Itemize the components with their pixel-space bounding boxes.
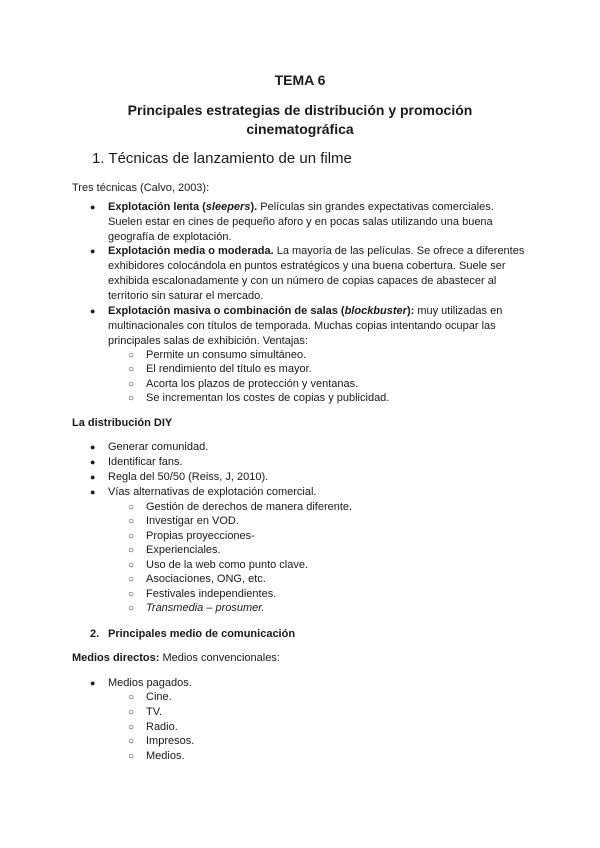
- circle-bullet-icon: ○: [128, 350, 135, 361]
- circle-bullet-icon: ○: [128, 751, 135, 762]
- circle-bullet-icon: ○: [128, 603, 135, 614]
- bullet-icon: ●: [90, 246, 96, 256]
- circle-bullet-icon: ○: [128, 736, 135, 747]
- intro-text: Tres técnicas (Calvo, 2003):: [72, 182, 210, 194]
- section2-heading: Principales medio de comunicación: [108, 628, 296, 640]
- list-item: TV.: [146, 706, 163, 718]
- technique-item: Explotación masiva o combinación de salas (blockbuster): muy utilizadas en multinacionales con títulos de temporada. Muchas copias intentando ocupar las principales salas de exhibición. Ventajas:: [108, 305, 503, 347]
- circle-bullet-icon: ○: [128, 574, 135, 585]
- bullet-icon: ●: [90, 442, 96, 452]
- circle-bullet-icon: ○: [128, 379, 135, 390]
- doc-title: TEMA 6: [274, 72, 326, 88]
- circle-bullet-icon: ○: [128, 589, 135, 600]
- circle-bullet-icon: ○: [128, 531, 135, 542]
- list-item: Medios pagados.: [108, 677, 192, 689]
- diy-heading: La distribución DIY: [72, 417, 173, 429]
- circle-bullet-icon: ○: [128, 516, 135, 527]
- section1-heading: 1. Técnicas de lanzamiento de un filme: [92, 150, 352, 167]
- doc-subtitle-line1: Principales estrategias de distribución y promoción: [127, 102, 473, 118]
- circle-bullet-icon: ○: [128, 393, 135, 404]
- bullet-icon: ●: [90, 487, 96, 497]
- list-item: Radio.: [146, 721, 178, 733]
- bullet-icon: ●: [90, 678, 96, 688]
- list-item: Experienciales.: [146, 544, 221, 556]
- list-item: Impresos.: [146, 735, 195, 747]
- list-item: Medios.: [146, 750, 185, 762]
- bullet-icon: ●: [90, 306, 96, 316]
- list-item: Acorta los plazos de protección y ventanas.: [146, 378, 359, 390]
- bullet-icon: ●: [90, 202, 96, 212]
- bullet-icon: ●: [90, 472, 96, 482]
- circle-bullet-icon: ○: [128, 364, 135, 375]
- medios-line: Medios directos: Medios convencionales:: [72, 652, 280, 664]
- list-item: Identificar fans.: [108, 456, 183, 468]
- circle-bullet-icon: ○: [128, 707, 135, 718]
- list-item: Vías alternativas de explotación comercial.: [108, 486, 317, 498]
- doc-subtitle-line2: cinematográfica: [246, 121, 354, 137]
- circle-bullet-icon: ○: [128, 560, 135, 571]
- list-item: Cine.: [146, 691, 172, 703]
- list-item: Se incrementan los costes de copias y publicidad.: [146, 392, 390, 404]
- list-item: Investigar en VOD.: [146, 515, 239, 527]
- list-item: Propias proyecciones-: [146, 530, 255, 542]
- list-item: El rendimiento del título es mayor.: [146, 363, 312, 375]
- list-item: Gestión de derechos de manera diferente.: [146, 501, 353, 513]
- circle-bullet-icon: ○: [128, 722, 135, 733]
- technique-item: Explotación lenta (sleepers). Películas sin grandes expectativas comerciales. Suelen estar en cines de pequeño aforo y en pocas salas utilizando una buena geografía de explotación.: [108, 201, 494, 243]
- list-item: Regla del 50/50 (Reiss, J, 2010).: [108, 471, 269, 483]
- list-item: Generar comunidad.: [108, 441, 209, 453]
- technique-item: Explotación media o moderada. La mayoría de las películas. Se ofrece a diferentes exhibidores colocándola en puntos estratégicos y una buena cobertura. Suele ser exhibida escalonadamente y con un número de copias capaces de abastecer al territorio sin saturar el mercado.: [108, 245, 525, 302]
- circle-bullet-icon: ○: [128, 692, 135, 703]
- section2-number: 2.: [90, 628, 100, 640]
- list-item: Transmedia – prosumer.: [146, 602, 265, 614]
- list-item: Permite un consumo simultáneo.: [146, 349, 307, 361]
- list-item: Festivales independientes.: [146, 588, 277, 600]
- list-item: Uso de la web como punto clave.: [146, 559, 309, 571]
- bullet-icon: ●: [90, 457, 96, 467]
- circle-bullet-icon: ○: [128, 502, 135, 513]
- circle-bullet-icon: ○: [128, 545, 135, 556]
- list-item: Asociaciones, ONG, etc.: [146, 573, 266, 585]
